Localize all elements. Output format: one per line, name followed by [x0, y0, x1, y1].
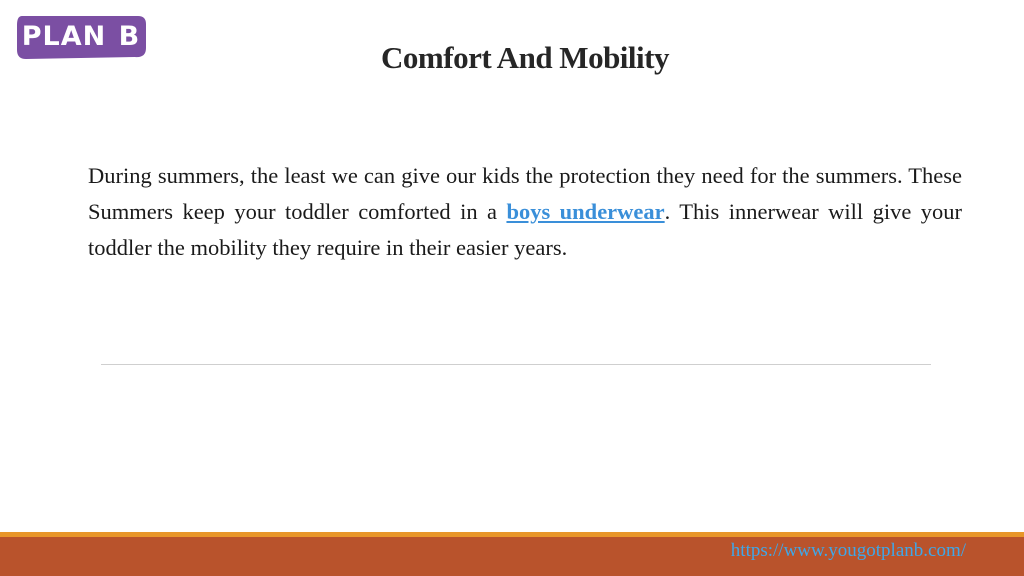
footer-website-link[interactable]: https://www.yougotplanb.com/ [730, 540, 966, 561]
paragraph-text-before-link: During summers, the least we can give our kids the protection they need for the summers. These Summers keep your toddler comforted in a [88, 163, 962, 224]
logo-wordmark: PLAN B [21, 21, 141, 52]
body-paragraph [88, 158, 962, 266]
boys-underwear-link[interactable]: boys underwear [506, 199, 665, 224]
slide-title: Comfort And Mobility [381, 40, 669, 75]
horizontal-divider [101, 364, 931, 365]
paragraph-text-after-link: . This innerwear will give your toddler the mobility they require in their easier years. [88, 199, 962, 260]
